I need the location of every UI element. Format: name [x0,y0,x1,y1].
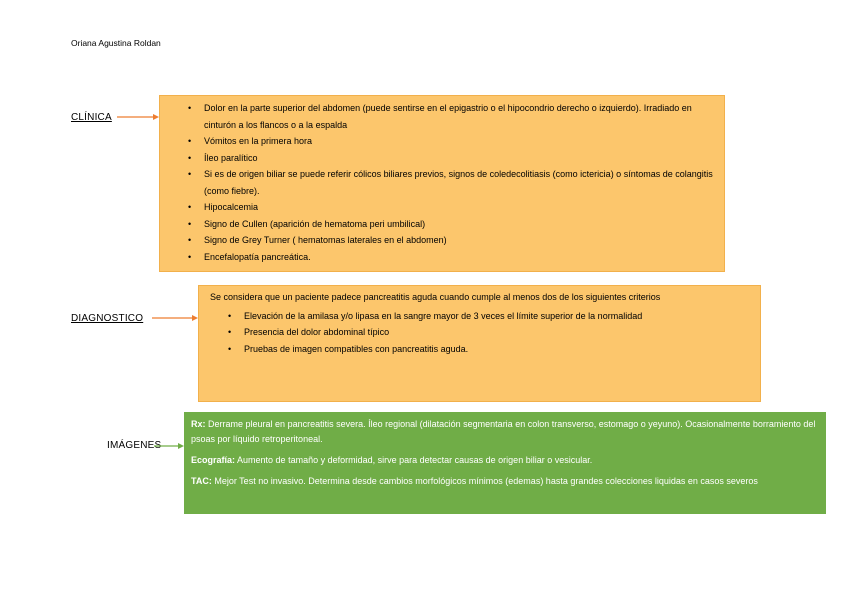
list-item: • Hipocalcemia [204,199,716,216]
entry-text: Derrame pleural en pancreatitis severa. Íleo regional (dilatación segmentaria en colon transverso, estomago o yeyuno). Ocasionalmente borramiento del psoas por líquido retroperitoneal. [191,419,816,444]
list-item: • Dolor en la parte superior del abdomen (puede sentirse en el epigastrio o el hipocondrio derecho o izquierdo). Irradiado en cinturón a los flancos o a la espalda [204,100,716,133]
clinica-list [160,100,716,265]
clinica-arrow-icon [117,112,161,122]
list-item: • Vómitos en la primera hora [204,133,716,150]
list-item: • Pruebas de imagen compatibles con pancreatitis aguda. [244,341,752,358]
diagnostico-label: DIAGNOSTICO [71,313,144,324]
author-name: Oriana Agustina Roldan [71,38,161,48]
list-item: • Elevación de la amilasa y/o lipasa en la sangre mayor de 3 veces el límite superior de la normalidad [244,308,752,325]
list-item: • Signo de Cullen (aparición de hematoma peri umbilical) [204,216,716,233]
list-item: • Presencia del dolor abdominal típico [244,324,752,341]
imagenes-entry-tac [191,474,818,489]
entry-text: Aumento de tamaño y deformidad, sirve para detectar causas de origen biliar o vesicular. [237,455,593,465]
imagenes-label: IMÁGENES [107,440,162,451]
list-item: • Signo de Grey Turner ( hematomas laterales en el abdomen) [204,232,716,249]
list-item: • Si es de origen biliar se puede referir cólicos biliares previos, signos de coledecolitiasis (como ictericia) o síntomas de colangitis (como fiebre). [204,166,716,199]
entry-title: TAC: [191,476,212,486]
imagenes-arrow-icon [154,441,186,451]
imagenes-entry-ecografia [191,453,818,468]
imagenes-entry-rx [191,417,818,447]
entry-title: Rx: [191,419,206,429]
imagenes-box [184,412,826,514]
entry-text: Mejor Test no invasivo. Determina desde cambios morfológicos mínimos (edemas) hasta grandes colecciones liquidas en casos severos [214,476,758,486]
clinica-label: CLÍNICA [71,112,112,123]
list-item: • Encefalopatía pancreática. [204,249,716,266]
diagnostico-arrow-icon [152,313,200,323]
diagnostico-box [198,285,761,402]
diagnostico-list [210,308,752,358]
entry-title: Ecografía: [191,455,236,465]
diagnostico-intro: Se considera que un paciente padece pancreatitis aguda cuando cumple al menos dos de los siguientes criterios [210,292,661,302]
list-item: • Íleo paralítico [204,150,716,167]
clinica-box [159,95,725,272]
